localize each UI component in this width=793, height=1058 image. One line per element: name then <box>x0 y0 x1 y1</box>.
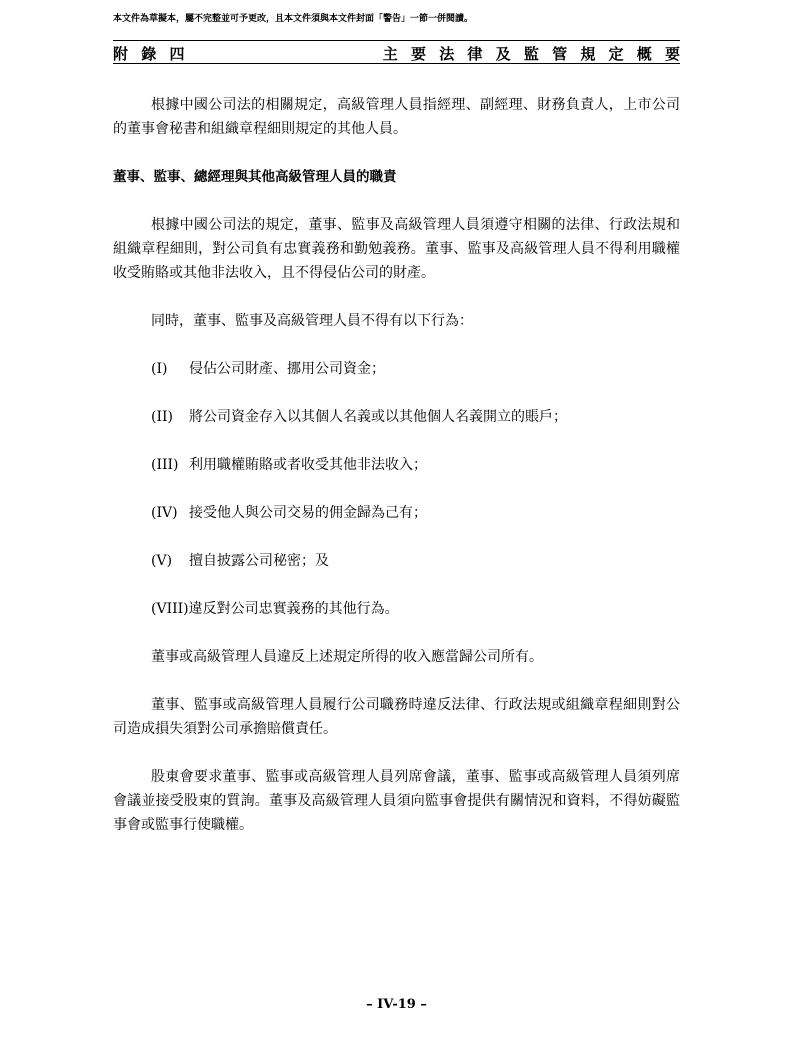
list-text: 接受他人與公司交易的佣金歸為己有； <box>189 505 427 521</box>
list-item <box>113 453 680 477</box>
paragraph-duties: 根據中國公司法的規定，董事、監事及高級管理人員須遵守相關的法律、行政法規和組織章程細則，對公司負有忠實義務和勤勉義務。董事、監事及高級管理人員不得利用職權收受賄賂或其他非法收入，且不得侵佔公司的財產。 <box>113 217 680 281</box>
draft-notice: 本文件為草擬本，屬不完整並可予更改，且本文件須與本文件封面「警告」一節一併閱讀。 <box>113 14 474 24</box>
list-item <box>113 501 680 525</box>
section-title: 主 要 法 律 及 監 管 規 定 概 要 <box>382 45 684 63</box>
list-item <box>113 549 680 573</box>
list-text: 利用職權賄賂或者收受其他非法收入； <box>189 457 427 473</box>
paragraph-prohibited-intro: 同時，董事、監事及高級管理人員不得有以下行為： <box>151 313 473 329</box>
paragraph-shareholder-meeting: 股東會要求董事、監事或高級管理人員列席會議，董事、監事或高級管理人員須列席會議並接受股東的質詢。董事及高級管理人員須向監事會提供有關情況和資料，不得妨礙監事會或監事行使職權。 <box>113 769 680 833</box>
section-heading: 董事、監事、總經理與其他高級管理人員的職責 <box>113 169 397 185</box>
paragraph-income-forfeiture: 董事或高級管理人員違反上述規定所得的收入應當歸公司所有。 <box>151 649 543 665</box>
list-text: 擅自披露公司秘密；及 <box>189 553 329 569</box>
list-marker: (IV) <box>151 505 178 521</box>
list-text: 將公司資金存入以其個人名義或以其他個人名義開立的賬戶； <box>189 409 567 425</box>
list-item <box>113 597 680 621</box>
list-marker: (II) <box>151 409 173 425</box>
paragraph-liability: 董事、監事或高級管理人員履行公司職務時違反法律、行政法規或組織章程細則對公司造成損失須對公司承擔賠償責任。 <box>113 697 680 737</box>
document-body <box>113 93 680 861</box>
list-marker: (III) <box>151 457 179 473</box>
list-text: 侵佔公司財產、挪用公司資金； <box>189 361 385 377</box>
list-marker: (VIII) <box>151 601 189 617</box>
appendix-label: 附 錄 四 <box>113 45 189 63</box>
page-number: – IV-19 – <box>366 997 427 1012</box>
list-item <box>113 405 680 429</box>
header-bottom-rule <box>113 63 680 64</box>
list-marker: (I) <box>151 361 168 377</box>
paragraph-senior-management-definition: 根據中國公司法的相關規定，高級管理人員指經理、副經理、財務負責人，上市公司的董事會秘書和組織章程細則規定的其他人員。 <box>113 97 680 137</box>
page-header <box>113 40 684 64</box>
list-marker: (V) <box>151 553 173 569</box>
list-item <box>113 357 680 381</box>
list-text: 違反對公司忠實義務的其他行為。 <box>188 601 399 617</box>
header-top-rule <box>113 40 680 41</box>
